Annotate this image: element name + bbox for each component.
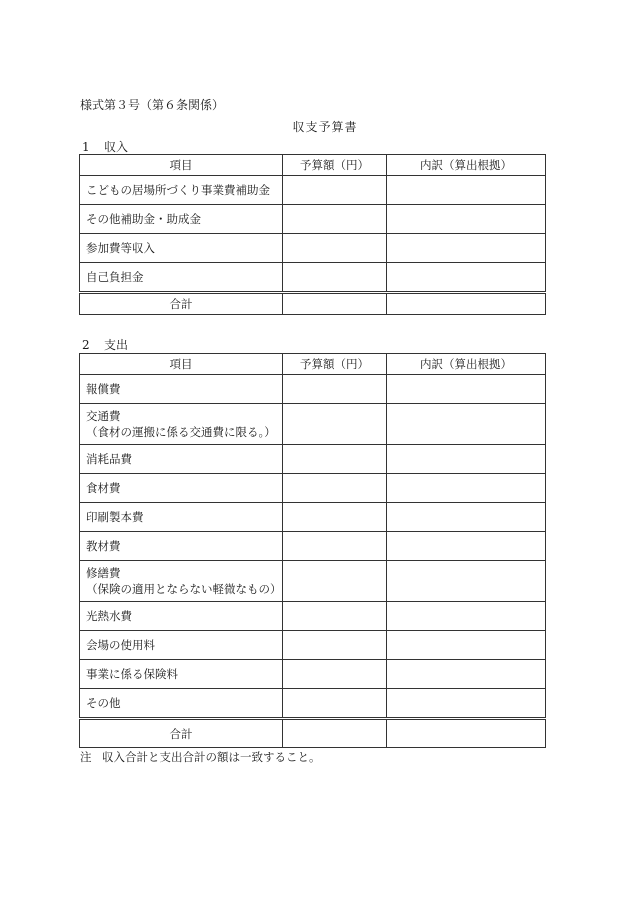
expense-section-heading <box>82 336 128 353</box>
income-amount-cell[interactable] <box>283 263 387 293</box>
income-col-item-header: 項目 <box>80 155 283 176</box>
expense-breakdown-cell[interactable] <box>387 660 546 689</box>
footnote-text: 収入合計と支出合計の額は一致すること。 <box>102 750 321 764</box>
income-section-heading <box>82 138 128 155</box>
expense-col-breakdown-header: 内訳（算出根拠） <box>387 354 546 375</box>
expense-row <box>80 375 546 404</box>
expense-table <box>79 353 546 748</box>
expense-item-label: その他 <box>80 689 283 719</box>
income-item-label: 参加費等収入 <box>80 234 283 263</box>
expense-total-amount-cell[interactable] <box>283 719 387 748</box>
expense-col-amount-header: 予算額（円） <box>283 354 387 375</box>
expense-col-item-header: 項目 <box>80 354 283 375</box>
expense-row <box>80 602 546 631</box>
expense-breakdown-cell[interactable] <box>387 474 546 503</box>
income-amount-cell[interactable] <box>283 234 387 263</box>
income-row <box>80 234 546 263</box>
expense-section-number: 2 <box>82 338 90 352</box>
income-row <box>80 263 546 293</box>
expense-item-label: 事業に係る保険料 <box>80 660 283 689</box>
expense-item-label: 食材費 <box>80 474 283 503</box>
footnote <box>80 749 321 765</box>
expense-amount-cell[interactable] <box>283 503 387 532</box>
expense-item-label: 光熱水費 <box>80 602 283 631</box>
expense-item-label: 会場の使用料 <box>80 631 283 660</box>
expense-amount-cell[interactable] <box>283 689 387 719</box>
expense-amount-cell[interactable] <box>283 375 387 404</box>
expense-item-label: 消耗品費 <box>80 445 283 474</box>
document-title: 収支予算書 <box>292 120 358 134</box>
income-table <box>79 154 546 315</box>
expense-item-label: 報償費 <box>80 375 283 404</box>
expense-breakdown-cell[interactable] <box>387 375 546 404</box>
expense-section-title: 支出 <box>104 338 129 352</box>
expense-amount-cell[interactable] <box>283 445 387 474</box>
income-item-label: こどもの居場所づくり事業費補助金 <box>80 176 283 205</box>
income-item-label: その他補助金・助成金 <box>80 205 283 234</box>
income-total-amount-cell[interactable] <box>283 293 387 315</box>
footnote-mark: 注 <box>80 750 92 764</box>
expense-amount-cell[interactable] <box>283 474 387 503</box>
expense-breakdown-cell[interactable] <box>387 503 546 532</box>
expense-row <box>80 404 546 445</box>
expense-row <box>80 474 546 503</box>
income-breakdown-cell[interactable] <box>387 176 546 205</box>
expense-amount-cell[interactable] <box>283 532 387 561</box>
expense-breakdown-cell[interactable] <box>387 404 546 445</box>
income-col-amount-header: 予算額（円） <box>283 155 387 176</box>
expense-amount-cell[interactable] <box>283 602 387 631</box>
expense-amount-cell[interactable] <box>283 404 387 445</box>
expense-breakdown-cell[interactable] <box>387 561 546 602</box>
expense-total-label: 合計 <box>80 719 283 748</box>
expense-breakdown-cell[interactable] <box>387 532 546 561</box>
income-total-label: 合計 <box>80 293 283 315</box>
form-number-label: 様式第３号（第６条関係） <box>80 98 225 112</box>
income-row <box>80 205 546 234</box>
expense-row <box>80 503 546 532</box>
expense-item-note: （食材の運搬に係る交通費に限る。） <box>86 425 276 439</box>
income-total-row <box>80 293 546 315</box>
expense-item-label: 印刷製本費 <box>80 503 283 532</box>
income-amount-cell[interactable] <box>283 205 387 234</box>
expense-header-row <box>80 354 546 375</box>
income-header-row <box>80 155 546 176</box>
income-total-breakdown-cell[interactable] <box>387 293 546 315</box>
expense-item-note: （保険の適用とならない軽微なもの） <box>86 582 282 596</box>
income-amount-cell[interactable] <box>283 176 387 205</box>
expense-total-breakdown-cell[interactable] <box>387 719 546 748</box>
income-section-title: 収入 <box>104 140 129 154</box>
expense-item-name: 交通費 <box>86 409 121 423</box>
expense-row <box>80 532 546 561</box>
expense-row <box>80 660 546 689</box>
expense-row <box>80 561 546 602</box>
expense-breakdown-cell[interactable] <box>387 445 546 474</box>
expense-breakdown-cell[interactable] <box>387 631 546 660</box>
income-row <box>80 176 546 205</box>
income-item-label: 自己負担金 <box>80 263 283 293</box>
expense-breakdown-cell[interactable] <box>387 689 546 719</box>
expense-item-label <box>80 404 283 445</box>
expense-breakdown-cell[interactable] <box>387 602 546 631</box>
income-breakdown-cell[interactable] <box>387 234 546 263</box>
expense-row <box>80 445 546 474</box>
expense-amount-cell[interactable] <box>283 561 387 602</box>
income-section-number: 1 <box>82 140 90 154</box>
expense-row <box>80 631 546 660</box>
expense-amount-cell[interactable] <box>283 631 387 660</box>
expense-item-label <box>80 561 283 602</box>
expense-amount-cell[interactable] <box>283 660 387 689</box>
income-col-breakdown-header: 内訳（算出根拠） <box>387 155 546 176</box>
expense-row <box>80 689 546 719</box>
income-breakdown-cell[interactable] <box>387 205 546 234</box>
expense-item-name: 修繕費 <box>86 566 121 580</box>
expense-item-label: 教材費 <box>80 532 283 561</box>
income-breakdown-cell[interactable] <box>387 263 546 293</box>
expense-total-row <box>80 719 546 748</box>
